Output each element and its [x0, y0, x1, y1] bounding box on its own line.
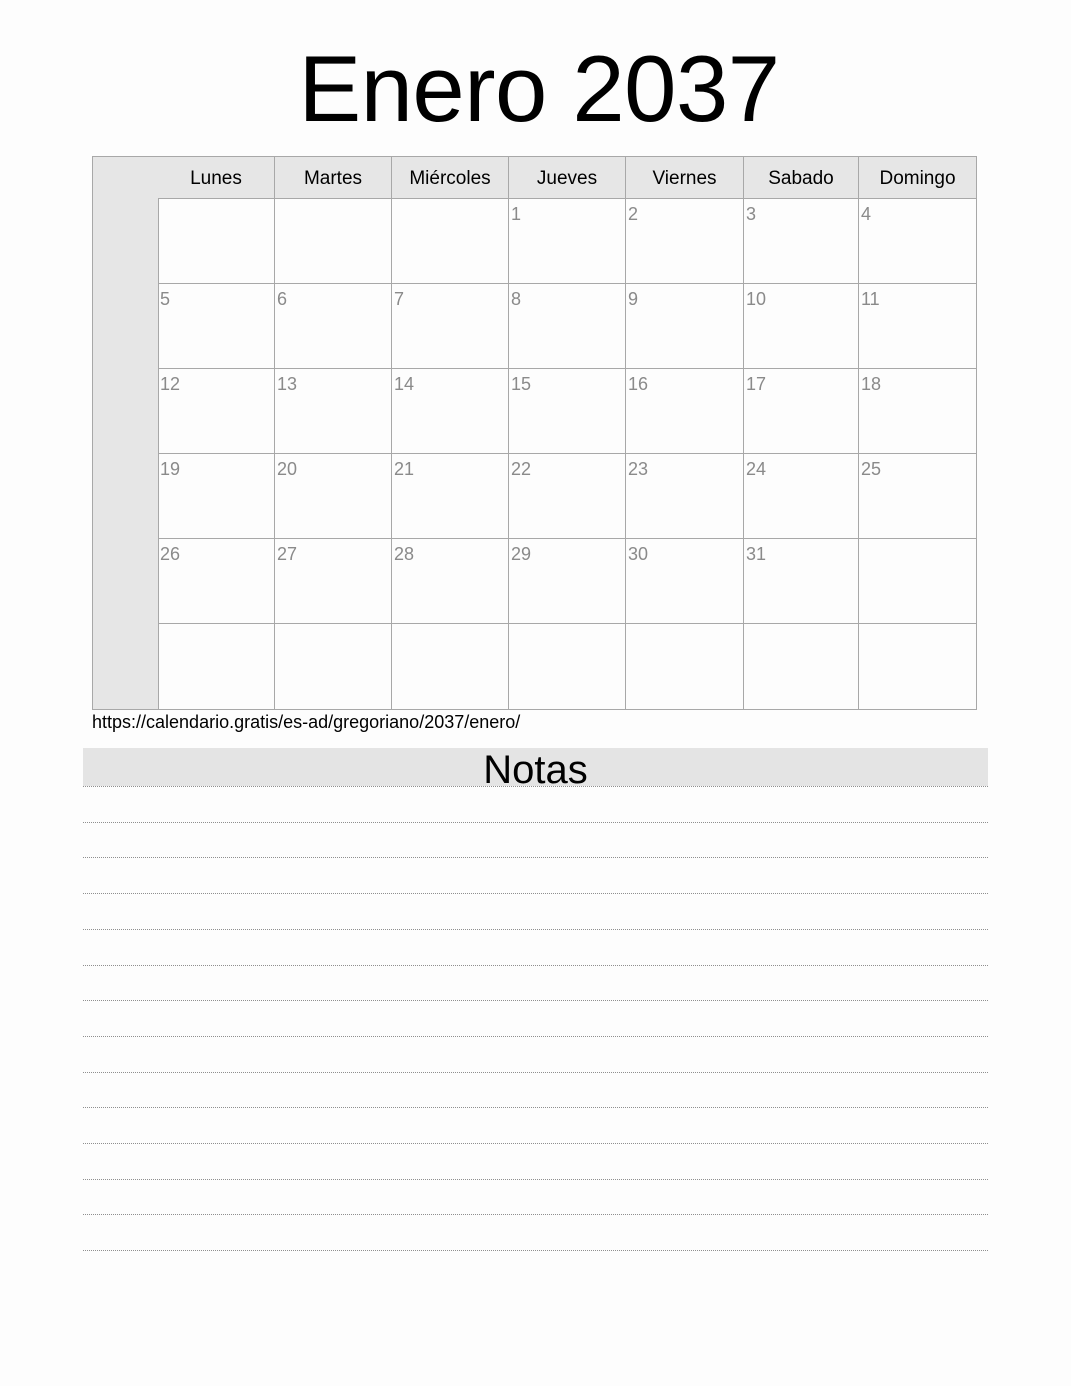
note-line: [83, 1143, 988, 1144]
day-cell: [275, 199, 392, 284]
day-cell: [275, 624, 392, 709]
day-cell: [859, 539, 976, 624]
weekday-header-lunes: Lunes: [158, 157, 275, 199]
calendar-grid: [92, 156, 977, 710]
day-cell: 1: [509, 199, 626, 284]
note-line: [83, 893, 988, 894]
day-cell: 21: [392, 454, 509, 539]
day-cell: 10: [744, 284, 859, 369]
day-cell: 15: [509, 369, 626, 454]
notes-title: Notas: [83, 748, 988, 786]
weekday-header-miercoles: Miércoles: [392, 157, 509, 199]
note-line: [83, 1072, 988, 1073]
weekday-header-sabado: Sabado: [744, 157, 859, 199]
day-cell: 12: [158, 369, 275, 454]
note-line: [83, 786, 988, 787]
day-cell: 19: [158, 454, 275, 539]
note-line: [83, 1000, 988, 1001]
day-cell: 31: [744, 539, 859, 624]
day-cell: 16: [626, 369, 744, 454]
note-line: [83, 1179, 988, 1180]
weekday-header-martes: Martes: [275, 157, 392, 199]
day-cell: 30: [626, 539, 744, 624]
day-cell: 20: [275, 454, 392, 539]
source-url: https://calendario.gratis/es-ad/gregoriano/2037/enero/: [92, 712, 521, 732]
day-cell: 24: [744, 454, 859, 539]
day-cell: 9: [626, 284, 744, 369]
day-cell: 29: [509, 539, 626, 624]
day-cell: 11: [859, 284, 976, 369]
day-cell: 2: [626, 199, 744, 284]
calendar-table: [158, 157, 976, 709]
note-line: [83, 1250, 988, 1251]
day-cell: 14: [392, 369, 509, 454]
day-cell: [859, 624, 976, 709]
page-title: Enero 2037: [298, 36, 780, 141]
day-cell: [392, 624, 509, 709]
day-cell: 13: [275, 369, 392, 454]
day-cell: 6: [275, 284, 392, 369]
day-cell: 26: [158, 539, 275, 624]
day-cell: 3: [744, 199, 859, 284]
day-cell: 27: [275, 539, 392, 624]
week-number-column: [93, 157, 159, 709]
note-line: [83, 1214, 988, 1215]
day-cell: [392, 199, 509, 284]
note-line: [83, 1036, 988, 1037]
weekday-header-jueves: Jueves: [509, 157, 626, 199]
note-line: [83, 929, 988, 930]
day-cell: 7: [392, 284, 509, 369]
day-cell: [744, 624, 859, 709]
note-line: [83, 822, 988, 823]
day-cell: 23: [626, 454, 744, 539]
day-cell: [509, 624, 626, 709]
day-cell: 18: [859, 369, 976, 454]
day-cell: 25: [859, 454, 976, 539]
day-cell: 28: [392, 539, 509, 624]
day-cell: 8: [509, 284, 626, 369]
note-line: [83, 1107, 988, 1108]
day-cell: [626, 624, 744, 709]
day-cell: 22: [509, 454, 626, 539]
note-line: [83, 965, 988, 966]
day-cell: 5: [158, 284, 275, 369]
day-cell: [158, 199, 275, 284]
day-cell: 17: [744, 369, 859, 454]
day-cell: [158, 624, 275, 709]
weekday-header-viernes: Viernes: [626, 157, 744, 199]
note-line: [83, 857, 988, 858]
weekday-header-domingo: Domingo: [859, 157, 976, 199]
day-cell: 4: [859, 199, 976, 284]
